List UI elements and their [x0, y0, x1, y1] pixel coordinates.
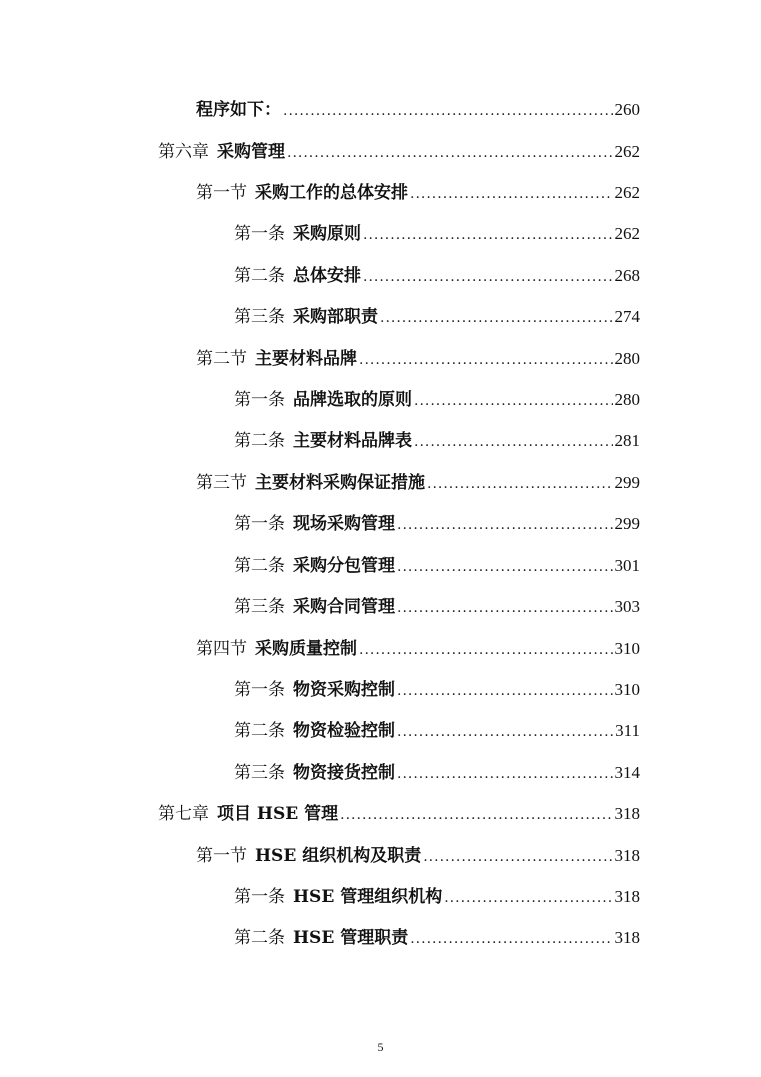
- toc-entry-page: 280: [614, 390, 640, 409]
- toc-entry-title: 主要材料采购保证措施: [255, 473, 425, 493]
- toc-entry-number: 第一条: [234, 887, 285, 907]
- toc-entry-number: 第一条: [234, 514, 285, 534]
- toc-entry-number: 第七章: [158, 804, 209, 824]
- toc-entry-title: 现场采购管理: [293, 514, 395, 534]
- toc-entry-number: 第一节: [196, 846, 247, 866]
- toc-entry-number: 第二条: [234, 431, 285, 451]
- toc-entry-page: 310: [614, 680, 640, 699]
- toc-entry-page: 274: [614, 307, 640, 326]
- toc-entry-page: 318: [614, 846, 640, 865]
- toc-entry-page: 311: [615, 721, 640, 740]
- dot-leader: [414, 391, 613, 411]
- toc-entry-number: 第一条: [234, 224, 285, 244]
- toc-entry[interactable]: [234, 551, 640, 577]
- toc-entry[interactable]: [234, 882, 640, 908]
- toc-entry-number: 第六章: [158, 142, 209, 162]
- toc-entry[interactable]: [158, 137, 640, 163]
- toc-entry[interactable]: [234, 302, 640, 328]
- toc-entry-page: 268: [614, 266, 640, 285]
- toc-entry-title: 采购分包管理: [293, 556, 395, 576]
- toc-entry[interactable]: [196, 344, 640, 370]
- toc-entry-number: 第二节: [196, 349, 247, 369]
- dot-leader: [283, 101, 613, 121]
- toc-entry-title: 采购质量控制: [255, 639, 357, 659]
- toc-entry-title: 程序如下：: [196, 100, 281, 120]
- dot-leader: [359, 640, 613, 660]
- toc-entry[interactable]: [234, 385, 640, 411]
- toc-entry-title: 物资采购控制: [293, 680, 395, 700]
- toc-entry[interactable]: [158, 799, 640, 825]
- toc-entry-page: 262: [614, 183, 640, 202]
- toc-entry-number: 第四节: [196, 639, 247, 659]
- toc-entry-number: 第一节: [196, 183, 247, 203]
- dot-leader: [414, 432, 613, 452]
- toc-entry[interactable]: [234, 716, 640, 742]
- dot-leader: [410, 184, 613, 204]
- toc-entry-title: 主要材料品牌表: [293, 431, 412, 451]
- dot-leader: [363, 225, 613, 245]
- toc-entry-page: 299: [614, 473, 640, 492]
- dot-leader: [359, 350, 613, 370]
- toc-entry-title: 采购工作的总体安排: [255, 183, 408, 203]
- toc-entry[interactable]: [234, 675, 640, 701]
- toc-entry-page: 301: [614, 556, 640, 575]
- toc-entry[interactable]: [234, 509, 640, 535]
- toc-entry-number: 第二条: [234, 556, 285, 576]
- toc-entry-number: 第一条: [234, 390, 285, 410]
- toc-entry-page: 318: [614, 804, 640, 823]
- dot-leader: [397, 598, 613, 618]
- toc-entry[interactable]: [196, 95, 640, 121]
- toc-entry-number: 第一条: [234, 680, 285, 700]
- toc-entry-title: HSE 管理组织机构: [293, 887, 443, 907]
- toc-entry-title: 采购原则: [293, 224, 361, 244]
- toc-entry-page: 280: [614, 349, 640, 368]
- toc-entry[interactable]: [234, 219, 640, 245]
- toc-entry[interactable]: [196, 468, 640, 494]
- toc-entry[interactable]: [196, 634, 640, 660]
- toc-entry[interactable]: [234, 261, 640, 287]
- toc-entry-title: 采购合同管理: [293, 597, 395, 617]
- toc-entry-number: 第三条: [234, 307, 285, 327]
- toc-entry[interactable]: [234, 426, 640, 452]
- toc-entry[interactable]: [234, 592, 640, 618]
- toc-entry-title: 采购部职责: [293, 307, 378, 327]
- toc-entry-title: 物资接货控制: [293, 763, 395, 783]
- dot-leader: [340, 805, 612, 825]
- toc-entry-title: 品牌选取的原则: [293, 390, 412, 410]
- toc-entry-page: 314: [614, 763, 640, 782]
- toc-entry-number: 第三节: [196, 473, 247, 493]
- toc-entry-number: 第二条: [234, 928, 285, 948]
- toc-entry-page: 260: [614, 100, 640, 119]
- dot-leader: [397, 515, 613, 535]
- toc-entry-title: HSE 管理职责: [293, 928, 409, 948]
- toc-entry-title: 总体安排: [293, 266, 361, 286]
- dot-leader: [423, 847, 612, 867]
- toc-entry-title: 采购管理: [217, 142, 285, 162]
- toc-entry-title: 主要材料品牌: [255, 349, 357, 369]
- dot-leader: [363, 267, 613, 287]
- toc-entry-number: 第二条: [234, 266, 285, 286]
- dot-leader: [444, 888, 612, 908]
- toc-entry[interactable]: [196, 178, 640, 204]
- dot-leader: [397, 681, 613, 701]
- dot-leader: [397, 557, 613, 577]
- toc-entry-page: 303: [614, 597, 640, 616]
- toc-entry-page: 318: [614, 928, 640, 947]
- toc-entry-title: 项目 HSE 管理: [217, 804, 339, 824]
- toc-entry-title: HSE 组织机构及职责: [255, 846, 422, 866]
- dot-leader: [397, 722, 613, 742]
- toc-entry-page: 310: [614, 639, 640, 658]
- toc-entry-number: 第二条: [234, 721, 285, 741]
- page-number: 5: [377, 1040, 384, 1054]
- dot-leader: [427, 474, 613, 494]
- dot-leader: [397, 764, 613, 784]
- toc-entry-page: 281: [614, 431, 640, 450]
- toc-entry-title: 物资检验控制: [293, 721, 395, 741]
- dot-leader: [410, 929, 612, 949]
- toc-entry[interactable]: [196, 841, 640, 867]
- toc-entry-page: 318: [614, 887, 640, 906]
- toc-entry-page: 262: [614, 142, 640, 161]
- toc-entry-number: 第三条: [234, 763, 285, 783]
- toc-entry-page: 299: [614, 514, 640, 533]
- toc-entry[interactable]: [234, 923, 640, 949]
- toc-entry-page: 262: [614, 224, 640, 243]
- dot-leader: [380, 308, 613, 328]
- toc-entry-number: 第三条: [234, 597, 285, 617]
- dot-leader: [287, 143, 613, 163]
- toc-entry[interactable]: [234, 758, 640, 784]
